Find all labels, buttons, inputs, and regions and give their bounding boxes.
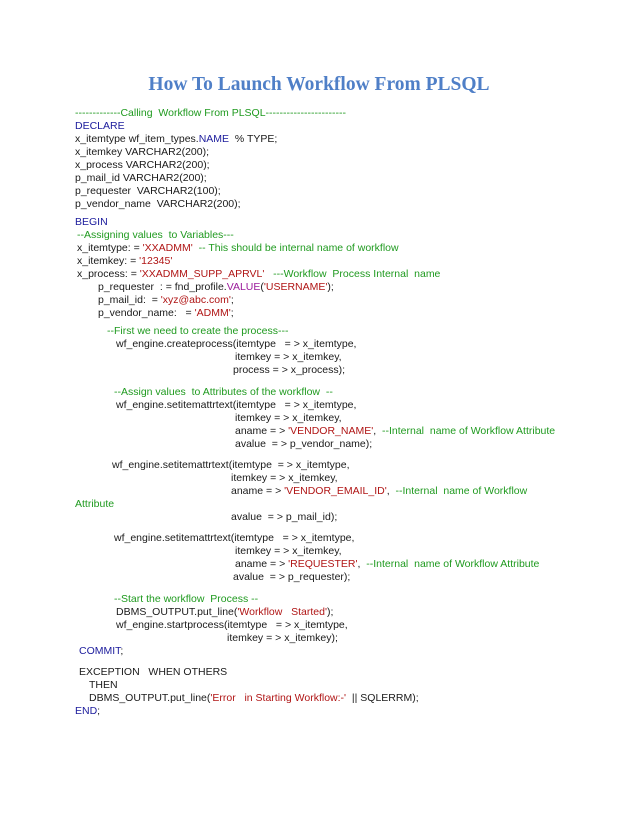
code-text: x_itemtype wf_item_types. — [75, 133, 199, 145]
code-comment: --Internal name of Workflow — [395, 485, 528, 497]
code-string: 'REQUESTER' — [288, 558, 358, 570]
code-line — [77, 242, 399, 255]
code-line — [116, 338, 356, 351]
code-line — [235, 425, 555, 438]
code-line — [75, 198, 241, 211]
code-line — [114, 386, 333, 399]
code-string: '12345' — [139, 255, 173, 267]
code-line — [233, 364, 345, 377]
code-line — [235, 545, 342, 558]
code-line — [75, 498, 114, 511]
code-line — [235, 558, 539, 571]
code-text: DBMS_OUTPUT.put_line( — [116, 606, 238, 618]
code-text: aname = > — [235, 425, 289, 437]
code-string: 'VENDOR_NAME' — [288, 425, 374, 437]
code-line — [114, 593, 258, 606]
code-text: itemkey = > x_itemkey); — [227, 632, 338, 644]
code-text: wf_engine.setitemattrtext(itemtype = > x_itemtype, — [116, 399, 357, 411]
code-text: avalue = > p_requester); — [233, 571, 351, 583]
page-title: How To Launch Workflow From PLSQL — [148, 74, 490, 95]
code-text: || SQLERRM); — [346, 692, 419, 704]
code-line — [89, 679, 118, 692]
code-line — [116, 399, 356, 412]
code-line — [98, 294, 234, 307]
code-comment: -- This should be internal name of workflow — [192, 242, 399, 254]
code-text: x_itemkey: = — [77, 255, 140, 267]
code-text: itemkey = > x_itemkey, — [235, 412, 342, 424]
code-text: x_itemtype: = — [77, 242, 143, 254]
code-text: avalue = > p_vendor_name); — [235, 438, 373, 450]
code-comment: --Start the workflow Process -- — [114, 593, 259, 605]
code-text: process = > x_process); — [233, 364, 346, 376]
code-comment: --Assign values to Attributes of the workflow -- — [114, 386, 333, 398]
code-text: wf_engine.createprocess(itemtype = > x_itemtype, — [116, 338, 357, 350]
code-line — [98, 307, 234, 320]
code-line — [235, 438, 372, 451]
code-text: , — [357, 558, 367, 570]
code-text: itemkey = > x_itemkey, — [235, 545, 342, 557]
code-text: ; — [97, 705, 101, 717]
code-line — [231, 511, 337, 524]
code-string: 'Workflow Started' — [237, 606, 327, 618]
code-text: THEN — [89, 679, 118, 691]
code-keyword: NAME — [198, 133, 230, 145]
code-line — [116, 619, 348, 632]
code-line — [77, 268, 440, 281]
code-comment: -------------Calling Workflow From PLSQL----------------------- — [75, 107, 346, 119]
code-text: aname = > — [235, 558, 289, 570]
code-string: 'ADMM' — [194, 307, 231, 319]
code-text: x_process: = — [77, 268, 140, 280]
code-line — [231, 485, 527, 498]
code-keyword: DECLARE — [75, 120, 125, 132]
code-text: wf_engine.setitemattrtext(itemtype = > x_itemtype, — [114, 532, 355, 544]
code-text: , — [386, 485, 396, 497]
code-text: itemkey = > x_itemkey, — [235, 351, 342, 363]
code-keyword: END — [75, 705, 98, 717]
code-line — [235, 412, 342, 425]
code-string: 'VENDOR_EMAIL_ID' — [284, 485, 387, 497]
code-comment: --Internal name of Workflow Attribute — [366, 558, 540, 570]
code-comment: --First we need to create the process--- — [107, 325, 289, 337]
code-text: ; — [230, 307, 234, 319]
code-text: p_requester : = fnd_profile. — [98, 281, 227, 293]
code-comment: --Internal name of Workflow Attribute — [382, 425, 556, 437]
code-comment: --Assigning values to Variables--- — [77, 229, 234, 241]
code-text: ; — [230, 294, 234, 306]
code-line — [75, 133, 277, 146]
code-string: 'xyz@abc.com' — [160, 294, 231, 306]
code-text: itemkey = > x_itemkey, — [231, 472, 338, 484]
code-text: % TYPE; — [229, 133, 278, 145]
code-text: wf_engine.setitemattrtext(itemtype = > x_itemtype, — [112, 459, 350, 471]
code-line — [233, 571, 350, 584]
code-line — [75, 159, 210, 172]
code-string: 'XXADMM_SUPP_APRVL' — [139, 268, 265, 280]
code-line — [112, 459, 350, 472]
code-text: ( — [260, 281, 264, 293]
code-string: 'Error in Starting Workflow:-' — [210, 692, 347, 704]
code-line — [235, 351, 342, 364]
code-comment: ---Workflow Process Internal name — [264, 268, 441, 280]
code-line — [75, 185, 221, 198]
code-text: p_vendor_name: = — [98, 307, 195, 319]
code-text: wf_engine.startprocess(itemtype = > x_itemtype, — [116, 619, 348, 631]
code-line — [116, 606, 333, 619]
code-function: VALUE — [226, 281, 261, 293]
code-text: p_requester VARCHAR2(100); — [75, 185, 221, 197]
code-line — [98, 281, 334, 294]
code-line — [227, 632, 338, 645]
code-text: ); — [327, 281, 334, 293]
code-text: x_itemkey VARCHAR2(200); — [75, 146, 210, 158]
code-text: , — [373, 425, 382, 437]
code-line — [107, 325, 288, 338]
code-keyword: COMMIT — [79, 645, 121, 657]
code-keyword: BEGIN — [75, 216, 108, 228]
code-text: DBMS_OUTPUT.put_line( — [89, 692, 211, 704]
code-line — [75, 705, 100, 718]
code-text: ); — [326, 606, 334, 618]
code-text: p_mail_id VARCHAR2(200); — [75, 172, 207, 184]
code-string: 'XXADMM' — [142, 242, 193, 254]
code-text: avalue = > p_mail_id); — [231, 511, 338, 523]
code-text: EXCEPTION WHEN OTHERS — [79, 666, 228, 678]
code-line — [114, 532, 354, 545]
code-line — [89, 692, 419, 705]
code-text: p_mail_id: = — [98, 294, 161, 306]
code-text: p_vendor_name VARCHAR2(200); — [75, 198, 241, 210]
code-line — [75, 172, 207, 185]
code-text: ; — [120, 645, 124, 657]
code-line — [77, 255, 172, 268]
code-line — [79, 666, 227, 679]
code-line — [75, 216, 108, 229]
code-line — [79, 645, 123, 658]
code-text: x_process VARCHAR2(200); — [75, 159, 210, 171]
code-text: aname = > — [231, 485, 285, 497]
code-string: 'USERNAME' — [263, 281, 328, 293]
code-line — [231, 472, 338, 485]
code-line — [75, 120, 125, 133]
code-line — [75, 146, 209, 159]
code-line — [75, 107, 346, 120]
code-comment: Attribute — [75, 498, 115, 510]
code-line — [77, 229, 234, 242]
